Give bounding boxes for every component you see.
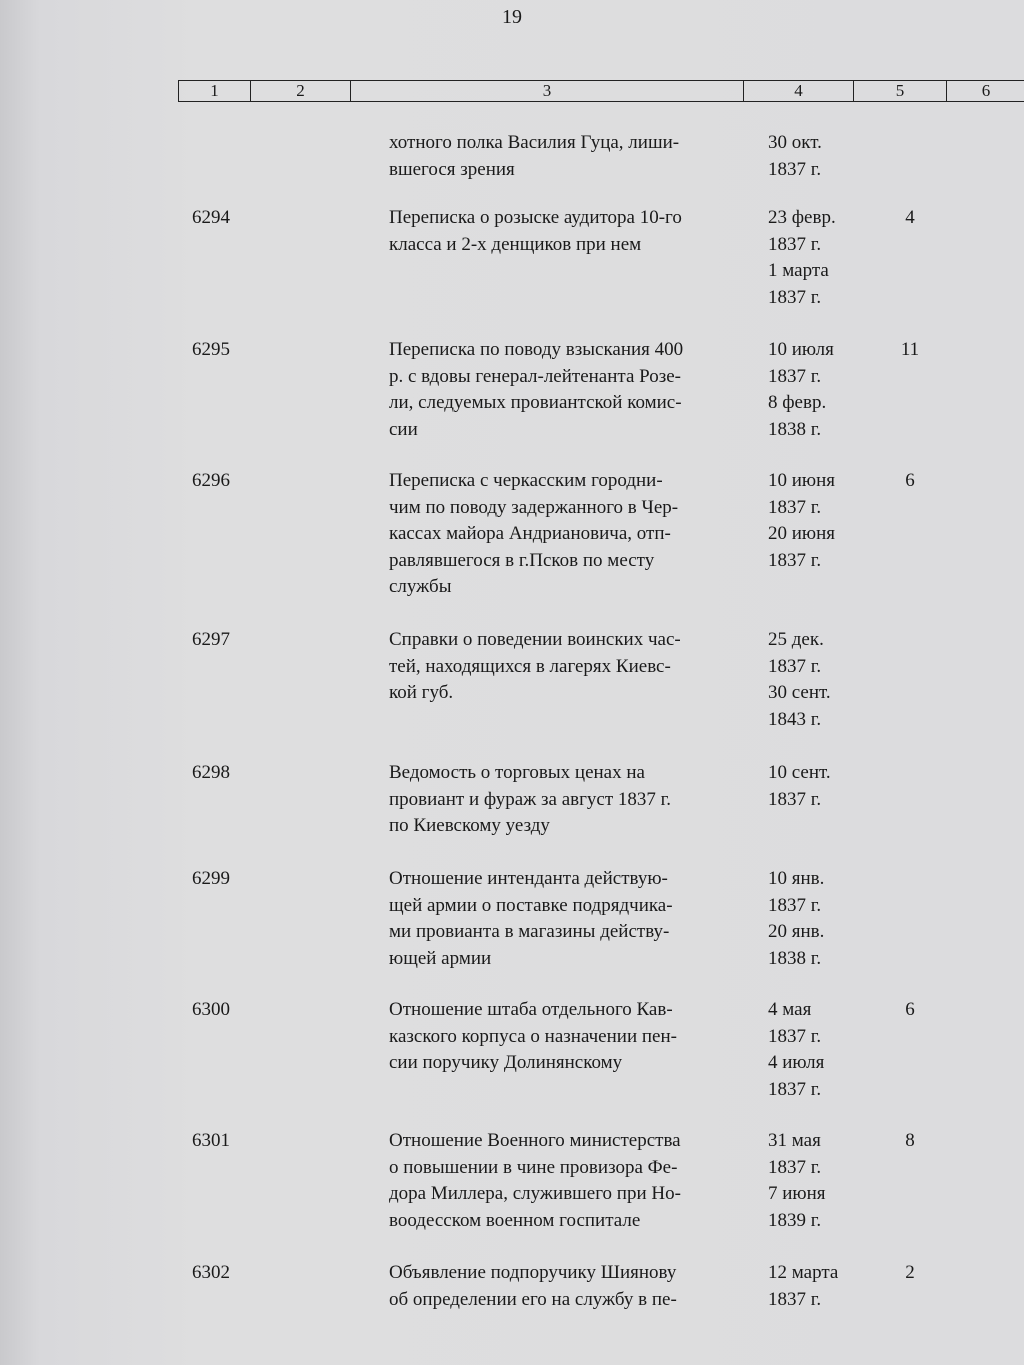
column-header-5: 5: [854, 81, 947, 101]
column-header-4: 4: [744, 81, 854, 101]
description-line: по Киевскому уезду: [389, 815, 550, 836]
date-line: 1843 г.: [768, 708, 822, 730]
page-number: 19: [502, 6, 522, 28]
sheet-count: 2: [905, 1262, 915, 1283]
column-header-6: 6: [981, 81, 991, 100]
description-line: кой губ.: [389, 682, 454, 703]
date-line: 1838 г.: [768, 947, 822, 969]
date-line: 7 июня: [768, 1183, 826, 1204]
case-description: [389, 205, 749, 258]
date-line: 23 февр.: [768, 207, 836, 228]
sheet-count: 6: [905, 999, 915, 1020]
description-line: дора Миллера, служившего при Но-: [389, 1183, 681, 1204]
sheet-count: 6: [905, 470, 915, 491]
case-number: 6301: [192, 1130, 230, 1151]
date-line: 10 июня: [768, 470, 836, 491]
date-line: 10 июля: [768, 339, 834, 360]
date-line: 31 мая: [768, 1130, 821, 1151]
case-number: 6302: [192, 1262, 230, 1283]
case-dates: [768, 866, 868, 972]
description-line: об определении его на службу в пе-: [389, 1288, 677, 1310]
date-line: 1837 г.: [768, 788, 822, 810]
description-line: о повышении в чине провизора Фе-: [389, 1156, 678, 1178]
case-number: 6298: [192, 762, 230, 783]
description-line: Объявление подпоручику Шиянову: [389, 1262, 677, 1283]
case-description: [389, 1128, 749, 1234]
sheet-count: 4: [905, 207, 915, 228]
description-line: р. с вдовы генерал-лейтенанта Розе-: [389, 365, 681, 387]
description-line: Переписка о розыске аудитора 10-го: [389, 207, 682, 228]
date-line: 1837 г.: [768, 655, 822, 677]
date-line: 20 июня: [768, 523, 836, 544]
date-line: 1837 г.: [768, 233, 822, 255]
case-description: [389, 760, 749, 840]
case-description: [389, 866, 749, 972]
case-dates: [768, 997, 868, 1103]
case-dates: [768, 1128, 868, 1234]
date-line: 1837 г.: [768, 1156, 822, 1178]
description-line: ми провианта в магазины действу-: [389, 921, 670, 942]
description-line: Отношение штаба отдельного Кав-: [389, 999, 673, 1020]
column-header-row: [178, 80, 1024, 102]
date-line: 1 марта: [768, 260, 829, 281]
case-number: 6300: [192, 999, 230, 1020]
description-line: чим по поводу задержанного в Чер-: [389, 496, 679, 518]
case-dates: [768, 1260, 868, 1313]
date-line: 30 сент.: [768, 682, 831, 703]
date-line: 20 янв.: [768, 921, 825, 942]
date-line: 1839 г.: [768, 1209, 822, 1231]
description-line: сии поручику Долинянскому: [389, 1052, 623, 1073]
date-line: 1837 г.: [768, 286, 822, 308]
description-line: сии: [389, 418, 418, 440]
date-line: 25 дек.: [768, 629, 824, 650]
date-line: 8 февр.: [768, 392, 827, 413]
date-line: 1837 г.: [768, 1288, 822, 1310]
case-dates: [768, 468, 868, 574]
case-description: [389, 130, 749, 183]
date-line: 4 мая: [768, 999, 812, 1020]
description-line: тей, находящихся в лагерях Киевс-: [389, 655, 671, 677]
case-dates: [768, 130, 868, 183]
date-line: 30 окт.: [768, 132, 822, 153]
description-line: Переписка по поводу взыскания 400: [389, 339, 684, 360]
date-line: 10 сент.: [768, 762, 831, 783]
case-number: 6299: [192, 868, 230, 889]
description-line: класса и 2-х денщиков при нем: [389, 233, 642, 255]
case-description: [389, 627, 749, 707]
column-header-3: 3: [351, 81, 744, 101]
description-line: Справки о поведении воинских час-: [389, 629, 681, 650]
date-line: 4 июля: [768, 1052, 825, 1073]
case-description: [389, 997, 749, 1077]
description-line: провиант и фураж за август 1837 г.: [389, 788, 672, 810]
description-line: ющей армии: [389, 947, 492, 969]
date-line: 12 марта: [768, 1262, 839, 1283]
description-line: Переписка с черкасским городни-: [389, 470, 663, 491]
description-line: щей армии о поставке подрядчика-: [389, 894, 673, 916]
column-header-2: 2: [251, 81, 351, 101]
description-line: казского корпуса о назначении пен-: [389, 1025, 677, 1047]
description-line: Ведомость о торговых ценах на: [389, 762, 645, 783]
case-number: 6296: [192, 470, 230, 491]
date-line: 1837 г.: [768, 1078, 822, 1100]
date-line: 1837 г.: [768, 496, 822, 518]
case-dates: [768, 760, 868, 813]
case-number: 6297: [192, 629, 230, 650]
case-dates: [768, 627, 868, 733]
date-line: 1837 г.: [768, 1025, 822, 1047]
date-line: 1837 г.: [768, 365, 822, 387]
case-number: 6295: [192, 339, 230, 360]
description-line: кассах майора Андриановича, отп-: [389, 523, 671, 544]
description-line: воодесском военном госпитале: [389, 1209, 641, 1231]
description-line: хотного полка Василия Гуца, лиши-: [389, 132, 680, 153]
date-line: 1837 г.: [768, 158, 822, 180]
column-header-1: 1: [179, 81, 251, 101]
date-line: 10 янв.: [768, 868, 825, 889]
case-dates: [768, 337, 868, 443]
description-line: равлявшегося в г.Псков по месту: [389, 549, 655, 571]
description-line: Отношение Военного министерства: [389, 1130, 681, 1151]
date-line: 1837 г.: [768, 549, 822, 571]
description-line: службы: [389, 576, 452, 597]
date-line: 1838 г.: [768, 418, 822, 440]
case-description: [389, 337, 749, 443]
case-number: 6294: [192, 207, 230, 228]
date-line: 1837 г.: [768, 894, 822, 916]
case-description: [389, 1260, 749, 1313]
case-dates: [768, 205, 868, 311]
sheet-count: 8: [905, 1130, 915, 1151]
sheet-count: 11: [900, 339, 920, 360]
case-description: [389, 468, 749, 601]
description-line: ли, следуемых провиантской комис-: [389, 392, 682, 413]
description-line: вшегося зрения: [389, 158, 515, 180]
description-line: Отношение интенданта действую-: [389, 868, 668, 889]
